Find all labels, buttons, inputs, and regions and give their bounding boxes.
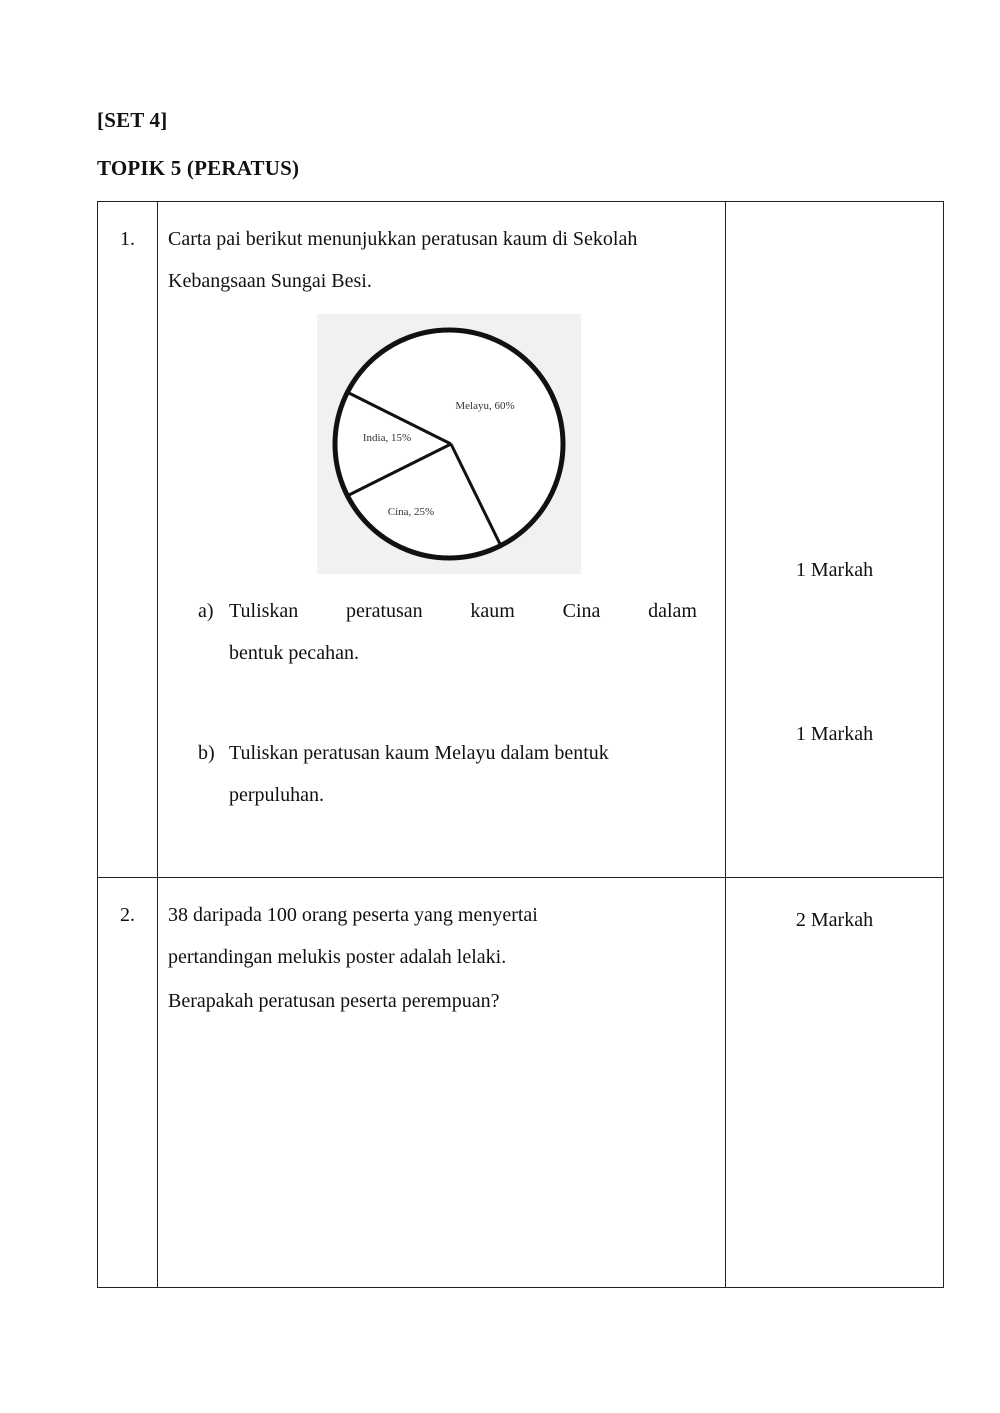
pie-chart-svg [317,314,581,574]
question-2-body [158,878,726,1288]
question-number: 1. [98,202,158,878]
question-1a [198,590,697,674]
sub-label-b: b) [198,742,215,764]
question-1-intro: Carta pai berikut menunjukkan peratusan kaum di Sekolah Kebangsaan Sungai Besi. [168,228,638,292]
pie-label-cina: Cina, 25% [387,506,435,518]
question-2-line2: pertandingan melukis poster adalah lelaki. [168,946,507,968]
question-number: 2. [98,878,158,1288]
pie-label-melayu: Melayu, 60% [455,400,515,412]
marks-cell-1 [726,202,944,878]
question-1b [198,732,697,816]
table-row [98,878,944,1288]
question-2-line1: 38 daripada 100 orang peserta yang menyertai [168,904,538,926]
table-row [98,202,944,878]
pie-chart [317,314,581,574]
question-2-line3: Berapakah peratusan peserta perempuan? [168,990,500,1012]
question-table [97,201,944,1288]
question-1a-line2: bentuk pecahan. [229,642,359,664]
sub-label-a: a) [198,600,214,622]
pie-label-india: India, 15% [362,432,412,444]
question-1-body [158,202,726,878]
marks-1b: 1 Markah [795,723,874,745]
marks-2: 2 Markah [795,909,874,931]
marks-1a: 1 Markah [795,559,874,581]
topic-heading: TOPIK 5 (PERATUS) [97,156,300,180]
marks-cell-2 [726,878,944,1288]
question-1b-line1: Tuliskan peratusan kaum Melayu dalam bentuk [229,742,609,764]
question-1a-line1: Tuliskan peratusan kaum Cina dalam [229,600,697,622]
set-heading: [SET 4] [97,108,168,132]
question-1b-line2: perpuluhan. [229,784,324,806]
